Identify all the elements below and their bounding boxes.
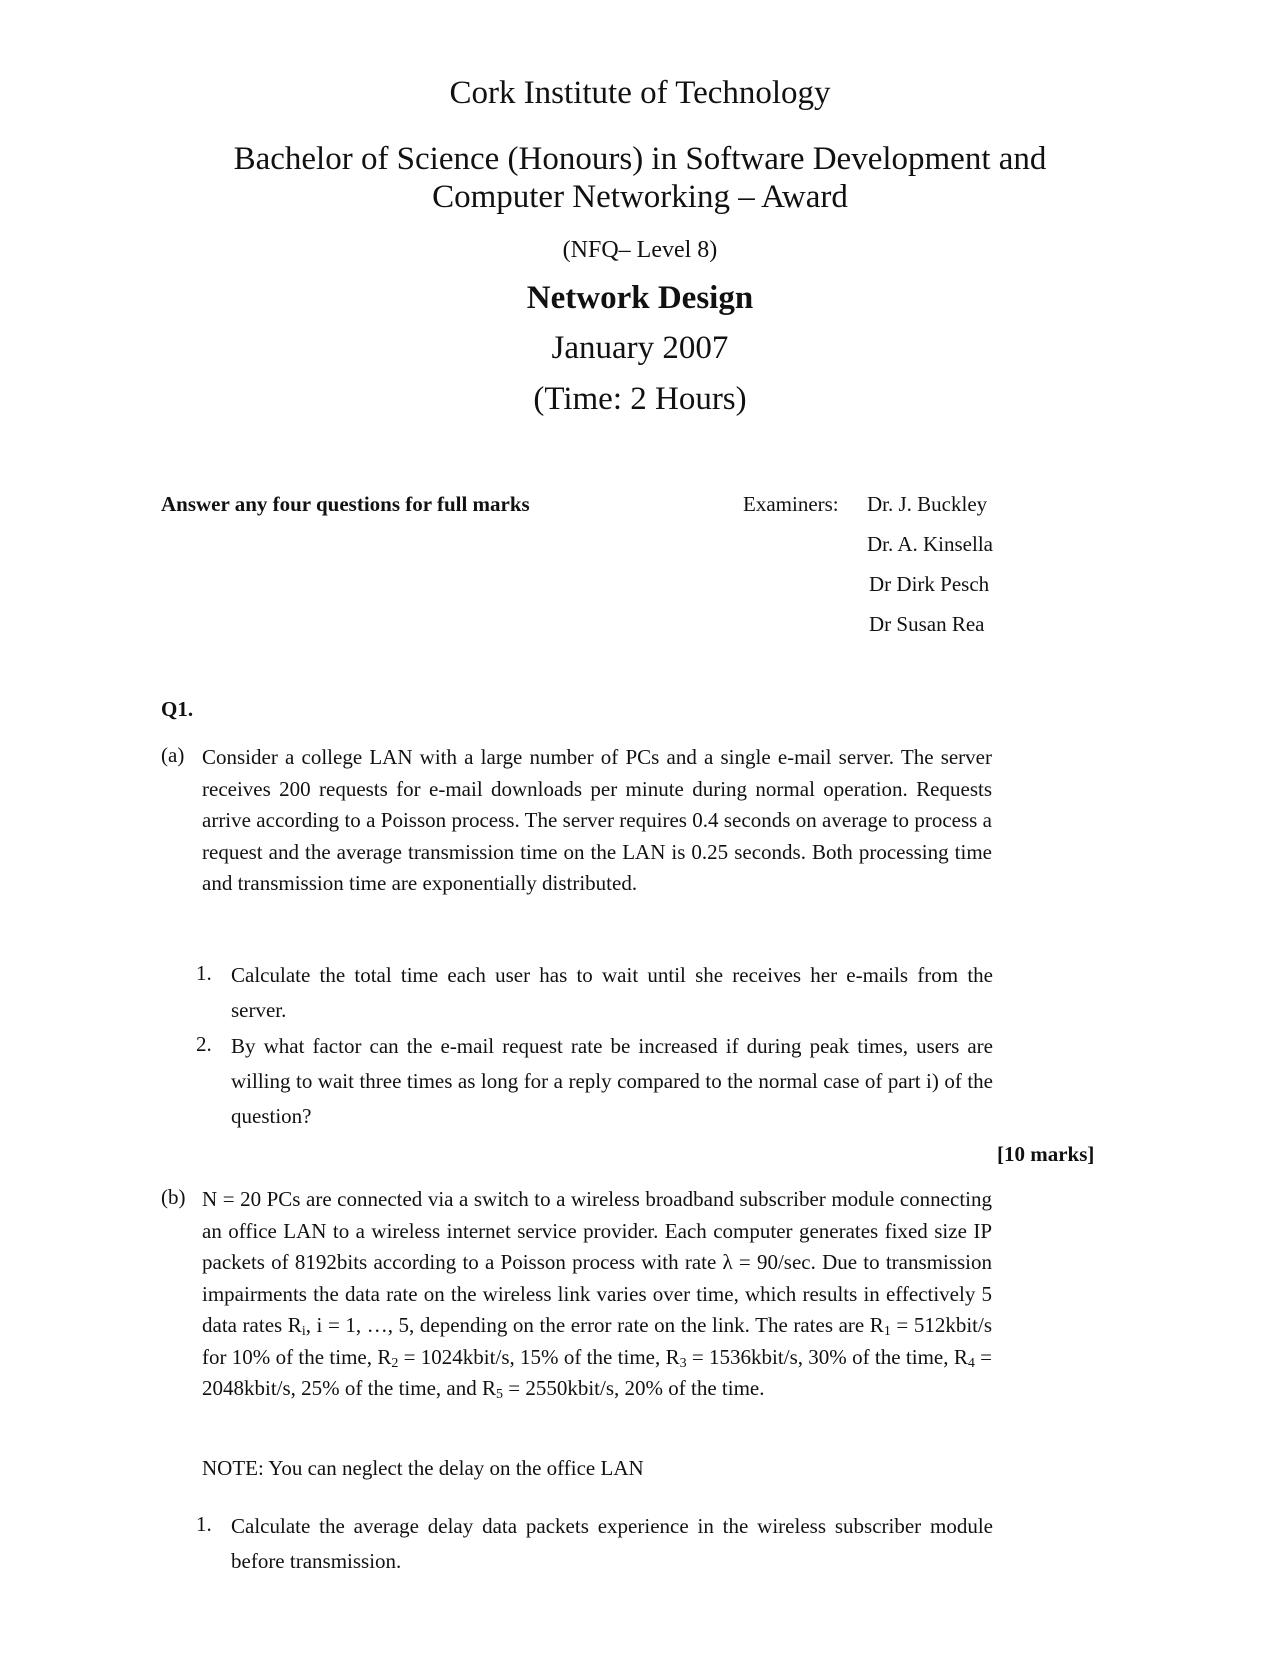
part-b-label: (b) <box>161 1185 186 1209</box>
programme-title-line2: Computer Networking – Award <box>432 179 848 215</box>
examiners-label: Examiners: <box>743 492 839 516</box>
nfq-level: (NFQ– Level 8) <box>562 237 718 263</box>
module-title: Network Design <box>526 280 754 316</box>
part-a-label: (a) <box>161 743 185 767</box>
examiner-name: Dr Dirk Pesch <box>869 572 990 596</box>
exam-duration: (Time: 2 Hours) <box>533 381 747 417</box>
institute-title: Cork Institute of Technology <box>449 75 831 111</box>
examiner-name: Dr. J. Buckley <box>867 492 988 516</box>
list-item-number: 1. <box>196 1512 212 1536</box>
list-item-text: Calculate the average delay data packets experience in the wireless subscriber module before transmission. <box>231 1514 993 1573</box>
list-item-text: By what factor can the e-mail request rate be increased if during peak times, users are willing to wait three times as long for a reply compared to the normal case of part i) of the question? <box>231 1034 993 1128</box>
question-label: Q1. <box>161 697 194 721</box>
note-text: NOTE: You can neglect the delay on the office LAN <box>202 1456 644 1480</box>
programme-title-line1: Bachelor of Science (Honours) in Software Development and <box>233 141 1047 177</box>
examiner-name: Dr. A. Kinsella <box>867 532 993 556</box>
list-item-number: 2. <box>196 1032 212 1056</box>
marks-label: [10 marks] <box>997 1142 1095 1166</box>
instructions: Answer any four questions for full marks <box>161 492 530 516</box>
list-item-number: 1. <box>196 961 212 985</box>
exam-date: January 2007 <box>551 330 729 366</box>
examiner-name: Dr Susan Rea <box>869 612 985 636</box>
list-item-text: Calculate the total time each user has to wait until she receives her e-mails from the server. <box>231 963 993 1022</box>
part-b-text: N = 20 PCs are connected via a switch to a wireless broadband subscriber module connecting an office LAN to a wireless internet service provider. Each computer generates fixed size IP packets of 8192bits according to a Poisson process with rate λ = 90/sec. Due to transmission impairments the data rate on the wireless link varies over time, which results in effectively 5 data rates $R_i$, i = 1, …, 5, depending on the error rate on the link. The rates are $R_1$ = 512kbit/s for 10% of the time, $R_2$ = 1024kbit/s, 15% of the time, $R_3$ = 1536kbit/s, 30% of the time, $R_4$ = 2048kbit/s, 25% of the time, and $R_5$ = 2550kbit/s, 20% of the time. <box>202 1187 992 1402</box>
part-a-text: Consider a college LAN with a large number of PCs and a single e-mail server. The server receives 200 requests for e-mail downloads per minute during normal operation. Requests arrive according to a Poisson process. The server requires 0.4 seconds on average to process a request and the average transmission time on the LAN is 0.25 seconds. Both processing time and transmission time are exponentially distributed. <box>202 745 992 895</box>
